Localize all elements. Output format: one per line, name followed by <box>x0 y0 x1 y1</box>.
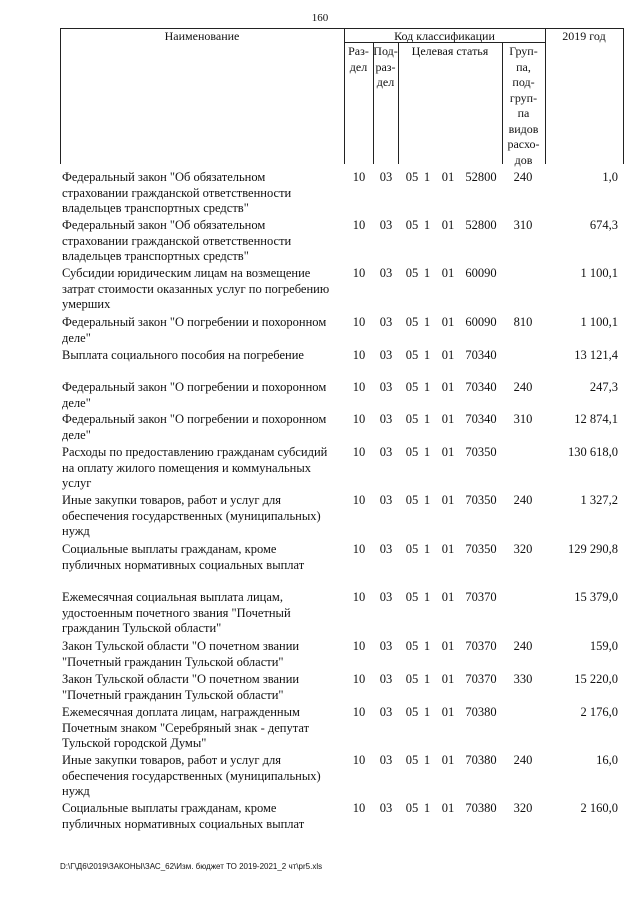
row-amount: 129 290,8 <box>568 542 618 556</box>
row-razdel: 10 <box>352 266 366 280</box>
row-target-program: 05 <box>405 412 419 426</box>
row-expense-group: 240 <box>513 753 533 767</box>
row-target-direction: 70380 <box>465 753 497 767</box>
row-amount: 15 220,0 <box>574 672 618 686</box>
row-amount: 16,0 <box>596 753 618 767</box>
row-target-program: 05 <box>405 380 419 394</box>
row-target-program: 05 <box>405 542 419 556</box>
row-razdel: 10 <box>352 412 366 426</box>
row-name: Ежемесячная социальная выплата лицам, удостоенным почетного звания "Почетный гражданин Тульской области" <box>62 590 291 635</box>
row-amount: 159,0 <box>589 639 618 653</box>
row-target-subprogram: 1 <box>423 753 431 767</box>
row-target-subprogram: 1 <box>423 672 431 686</box>
row-target-direction: 60090 <box>465 315 497 329</box>
row-name: Федеральный закон "Об обязательном страховании гражданской ответственности владельцев транспортных средств" <box>62 170 292 215</box>
row-target-subprogram: 1 <box>423 380 431 394</box>
row-razdel: 10 <box>352 801 366 815</box>
row-target-event: 01 <box>441 753 455 767</box>
row-name: Социальные выплаты гражданам, кроме публичных нормативных социальных выплат <box>62 542 305 572</box>
row-target-program: 05 <box>405 753 419 767</box>
row-podrazdel: 03 <box>379 672 393 686</box>
row-amount: 1 100,1 <box>580 266 618 280</box>
row-podrazdel: 03 <box>379 639 393 653</box>
row-razdel: 10 <box>352 445 366 459</box>
row-target-event: 01 <box>441 590 455 604</box>
row-razdel: 10 <box>352 753 366 767</box>
row-name: Иные закупки товаров, работ и услуг для обеспечения государственных (муниципальных) нужд <box>62 493 321 538</box>
row-expense-group: 240 <box>513 493 533 507</box>
row-target-event: 01 <box>441 380 455 394</box>
row-name: Выплата социального пособия на погребение <box>62 348 304 362</box>
row-target-program: 05 <box>405 672 419 686</box>
row-target-subprogram: 1 <box>423 493 431 507</box>
row-name: Ежемесячная доплата лицам, награжденным Почетным знаком "Серебряный знак - депутат Тульской городской Думы" <box>62 705 310 750</box>
row-target-event: 01 <box>441 218 455 232</box>
row-target-direction: 70380 <box>465 801 497 815</box>
row-amount: 2 160,0 <box>580 801 618 815</box>
row-amount: 13 121,4 <box>574 348 618 362</box>
row-razdel: 10 <box>352 705 366 719</box>
row-expense-group: 240 <box>513 639 533 653</box>
header-podrazdel: Под- раз- дел <box>373 44 398 89</box>
row-podrazdel: 03 <box>379 348 393 362</box>
row-target-subprogram: 1 <box>423 639 431 653</box>
row-target-direction: 70350 <box>465 445 497 459</box>
row-target-subprogram: 1 <box>423 590 431 604</box>
row-target-event: 01 <box>441 315 455 329</box>
row-expense-group: 310 <box>513 412 533 426</box>
row-podrazdel: 03 <box>379 315 393 329</box>
row-target-program: 05 <box>405 170 419 184</box>
row-amount: 674,3 <box>589 218 618 232</box>
row-amount: 247,3 <box>589 380 618 394</box>
row-target-direction: 70380 <box>465 705 497 719</box>
row-target-direction: 70350 <box>465 493 497 507</box>
row-podrazdel: 03 <box>379 801 393 815</box>
row-target-direction: 70370 <box>465 672 497 686</box>
row-name: Федеральный закон "Об обязательном страховании гражданской ответственности владельцев транспортных средств" <box>62 218 292 263</box>
row-podrazdel: 03 <box>379 753 393 767</box>
row-target-event: 01 <box>441 170 455 184</box>
row-razdel: 10 <box>352 590 366 604</box>
row-target-subprogram: 1 <box>423 801 431 815</box>
row-target-direction: 70370 <box>465 639 497 653</box>
row-name: Закон Тульской области "О почетном звании "Почетный гражданин Тульской области" <box>62 639 300 669</box>
row-podrazdel: 03 <box>379 590 393 604</box>
row-razdel: 10 <box>352 170 366 184</box>
row-podrazdel: 03 <box>379 445 393 459</box>
row-podrazdel: 03 <box>379 266 393 280</box>
row-expense-group: 240 <box>513 380 533 394</box>
row-name: Федеральный закон "О погребении и похоронном деле" <box>62 412 327 442</box>
row-amount: 15 379,0 <box>574 590 618 604</box>
row-podrazdel: 03 <box>379 542 393 556</box>
row-razdel: 10 <box>352 493 366 507</box>
row-podrazdel: 03 <box>379 218 393 232</box>
row-amount: 12 874,1 <box>574 412 618 426</box>
row-target-program: 05 <box>405 705 419 719</box>
row-expense-group: 240 <box>513 170 533 184</box>
row-target-program: 05 <box>405 445 419 459</box>
row-target-event: 01 <box>441 639 455 653</box>
row-name: Иные закупки товаров, работ и услуг для обеспечения государственных (муниципальных) нужд <box>62 753 321 798</box>
row-target-direction: 70340 <box>465 348 497 362</box>
row-name: Субсидии юридическим лицам на возмещение затрат стоимости оказанных услуг по погребению умерших <box>62 266 330 311</box>
row-podrazdel: 03 <box>379 412 393 426</box>
row-razdel: 10 <box>352 672 366 686</box>
row-target-program: 05 <box>405 348 419 362</box>
row-razdel: 10 <box>352 348 366 362</box>
header-target: Целевая статья <box>411 44 489 58</box>
row-razdel: 10 <box>352 542 366 556</box>
table-header <box>60 28 623 167</box>
file-path-footer: D:\Г\Д6\2019\ЗАКОНЫ\ЗАС_62\Изм. бюджет ТО 2019-2021_2 чт\pr5.xls <box>60 862 323 871</box>
row-target-event: 01 <box>441 542 455 556</box>
row-target-program: 05 <box>405 493 419 507</box>
row-name: Расходы по предоставлению гражданам субсидий на оплату жилого помещения и коммунальных услуг <box>62 445 328 490</box>
row-amount: 2 176,0 <box>580 705 618 719</box>
page-number: 160 <box>311 12 329 24</box>
row-razdel: 10 <box>352 315 366 329</box>
row-target-event: 01 <box>441 445 455 459</box>
row-target-program: 05 <box>405 315 419 329</box>
row-razdel: 10 <box>352 380 366 394</box>
row-target-event: 01 <box>441 705 455 719</box>
row-name: Закон Тульской области "О почетном звании "Почетный гражданин Тульской области" <box>62 672 300 702</box>
row-name: Федеральный закон "О погребении и похоронном деле" <box>62 380 327 410</box>
row-name: Федеральный закон "О погребении и похоронном деле" <box>62 315 327 345</box>
row-amount: 130 618,0 <box>568 445 618 459</box>
row-amount: 1,0 <box>602 170 618 184</box>
row-podrazdel: 03 <box>379 170 393 184</box>
row-expense-group: 320 <box>513 542 533 556</box>
row-target-subprogram: 1 <box>423 542 431 556</box>
row-target-event: 01 <box>441 672 455 686</box>
row-target-program: 05 <box>405 639 419 653</box>
row-name: Социальные выплаты гражданам, кроме публичных нормативных социальных выплат <box>62 801 305 831</box>
row-expense-group: 330 <box>513 672 533 686</box>
row-podrazdel: 03 <box>379 493 393 507</box>
row-razdel: 10 <box>352 218 366 232</box>
row-target-direction: 70350 <box>465 542 497 556</box>
row-target-direction: 70340 <box>465 412 497 426</box>
header-name: Наименование <box>164 29 240 43</box>
row-target-program: 05 <box>405 266 419 280</box>
row-razdel: 10 <box>352 639 366 653</box>
row-target-subprogram: 1 <box>423 445 431 459</box>
row-target-program: 05 <box>405 801 419 815</box>
row-expense-group: 310 <box>513 218 533 232</box>
row-target-direction: 70340 <box>465 380 497 394</box>
row-target-direction: 60090 <box>465 266 497 280</box>
row-target-program: 05 <box>405 590 419 604</box>
row-expense-group: 320 <box>513 801 533 815</box>
row-target-event: 01 <box>441 348 455 362</box>
row-target-direction: 52800 <box>465 218 497 232</box>
row-amount: 1 327,2 <box>580 493 618 507</box>
header-razdel: Раз- дел <box>348 44 369 74</box>
row-target-subprogram: 1 <box>423 266 431 280</box>
row-target-event: 01 <box>441 266 455 280</box>
row-podrazdel: 03 <box>379 705 393 719</box>
row-target-program: 05 <box>405 218 419 232</box>
row-target-direction: 52800 <box>465 170 497 184</box>
row-target-subprogram: 1 <box>423 170 431 184</box>
row-target-subprogram: 1 <box>423 705 431 719</box>
row-expense-group: 810 <box>513 315 533 329</box>
row-target-subprogram: 1 <box>423 348 431 362</box>
header-code: Код классификации <box>394 29 495 43</box>
row-target-direction: 70370 <box>465 590 497 604</box>
row-target-subprogram: 1 <box>423 218 431 232</box>
row-podrazdel: 03 <box>379 380 393 394</box>
row-target-subprogram: 1 <box>423 412 431 426</box>
row-amount: 1 100,1 <box>580 315 618 329</box>
header-group: Груп- па, под- груп- па видов расхо- дов <box>507 44 540 167</box>
row-target-event: 01 <box>441 801 455 815</box>
row-target-event: 01 <box>441 412 455 426</box>
header-year: 2019 год <box>562 29 606 43</box>
row-target-event: 01 <box>441 493 455 507</box>
row-target-subprogram: 1 <box>423 315 431 329</box>
